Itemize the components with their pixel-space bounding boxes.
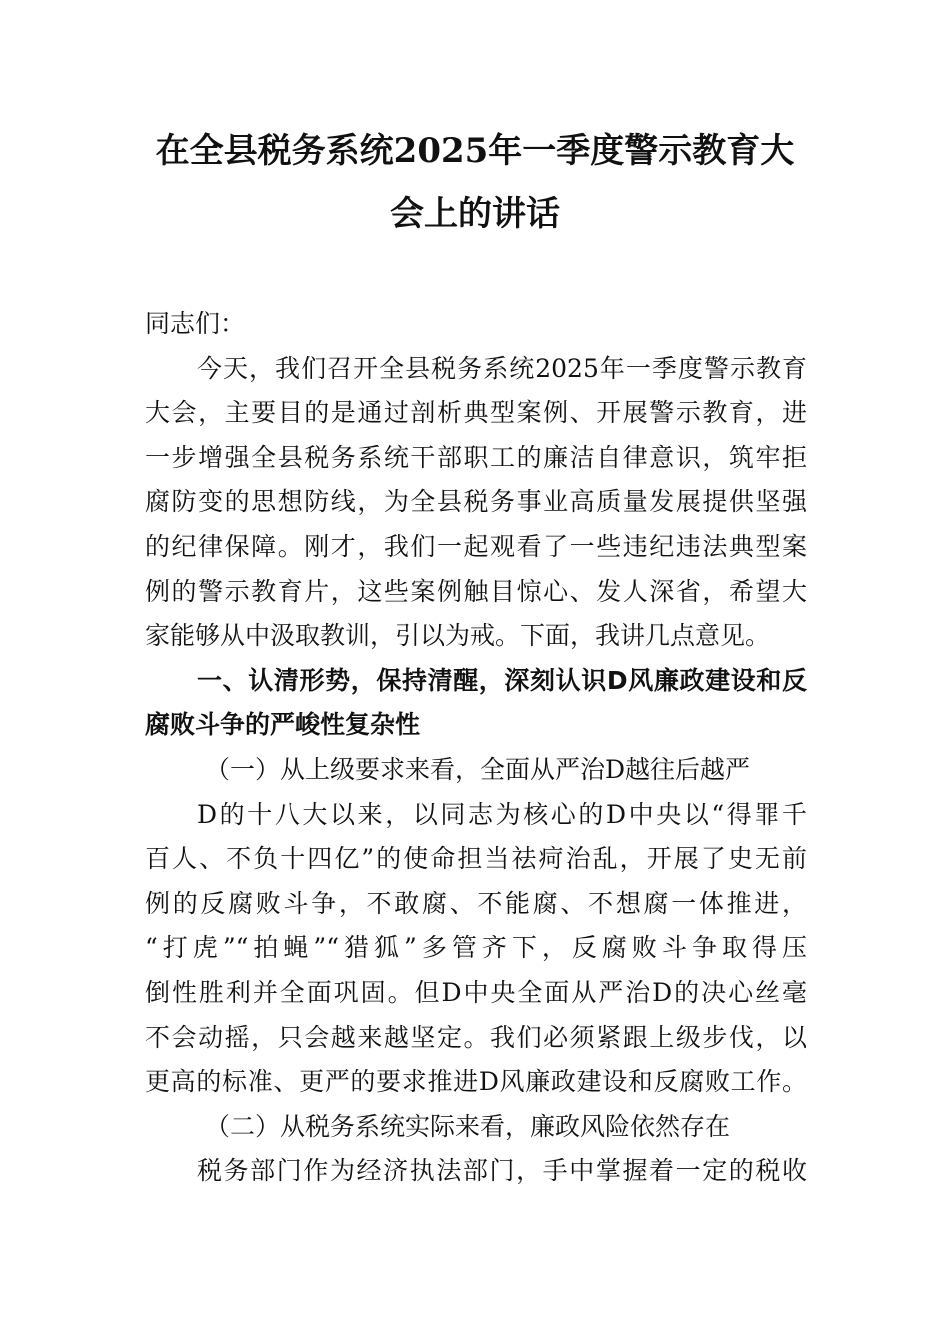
paragraph-line: 不会动摇，只会越来越坚定。我们必须紧跟上级步伐，以 <box>145 1022 807 1052</box>
paragraph-line: 一步增强全县税务系统干部职工的廉洁自律意识，筑牢拒 <box>145 442 807 472</box>
subsection-heading-1: （一）从上级要求来看，全面从严治D越往后越严 <box>205 754 751 784</box>
paragraph-line: 家能够从中汲取教训，引以为戒。下面，我讲几点意见。 <box>145 621 771 651</box>
paragraph-line: 百人、不负十四亿”的使命担当祛疴治乱，开展了史无前 <box>145 844 807 874</box>
salutation: 同志们： <box>145 309 246 338</box>
paragraph-line: D的十八大以来，以同志为核心的D中央以“得罪千 <box>197 799 807 829</box>
paragraph-line: 倒性胜利并全面巩固。但D中央全面从严治D的决心丝毫 <box>145 977 807 1007</box>
title-line-1: 在全县税务系统2025年一季度警示教育大 <box>155 131 795 171</box>
paragraph-line: 例的反腐败斗争，不敢腐、不能腐、不想腐一体推进， <box>145 888 807 918</box>
section-heading-1-cont: 腐败斗争的严峻性复杂性 <box>145 710 421 740</box>
paragraph-line: 更高的标准、更严的要求推进D风廉政建设和反腐败工作。 <box>145 1067 807 1097</box>
document-title <box>0 120 950 246</box>
title-line-2: 会上的讲话 <box>390 194 560 234</box>
paragraph-line: 的纪律保障。刚才，我们一起观看了一些违纪违法典型案 <box>145 531 807 561</box>
paragraph-line: 今天，我们召开全县税务系统2025年一季度警示教育 <box>197 353 807 383</box>
section-heading-1: 一、认清形势，保持清醒，深刻认识D风廉政建设和反 <box>197 665 807 695</box>
paragraph-line: “打虎”“拍蝇”“猎狐”多管齐下，反腐败斗争取得压 <box>145 933 807 963</box>
document-body <box>145 302 807 1194</box>
paragraph-line: 例的警示教育片，这些案例触目惊心、发人深省，希望大 <box>145 576 807 606</box>
paragraph-line: 税务部门作为经济执法部门，手中掌握着一定的税收 <box>197 1156 807 1186</box>
paragraph-line: 腐防变的思想防线，为全县税务事业高质量发展提供坚强 <box>145 487 807 517</box>
paragraph-line: 大会，主要目的是通过剖析典型案例、开展警示教育，进 <box>145 398 807 428</box>
subsection-heading-2: （二）从税务系统实际来看，廉政风险依然存在 <box>205 1111 731 1141</box>
